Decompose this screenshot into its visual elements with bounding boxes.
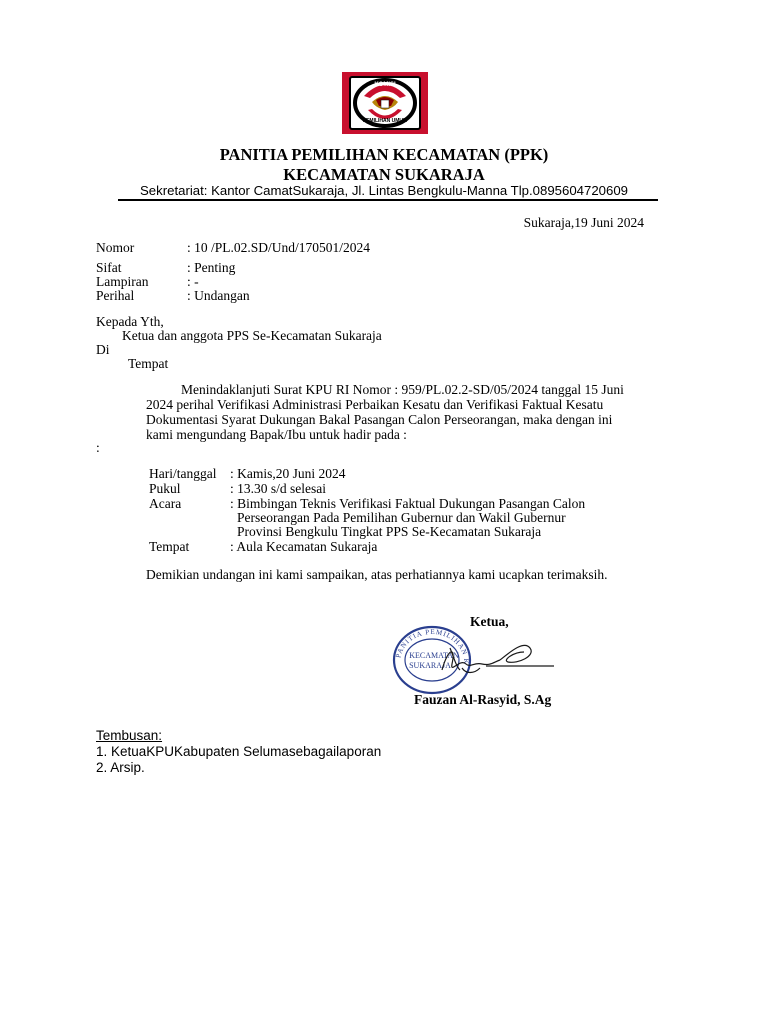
body-line-2: 2024 perihal Verifikasi Administrasi Perbaikan Kesatu dan Verifikasi Faktual Kesatu xyxy=(146,397,604,412)
stamp-center-text-1: KECAMATAN xyxy=(409,651,459,660)
meta-value-sifat: : Penting xyxy=(187,260,236,275)
body-line-4: kami mengundang Bapak/Ibu untuk hadir pada : xyxy=(146,427,407,442)
stamp-ring-text: PANITIA PEMILIHAN K xyxy=(394,627,471,665)
kpu-logo xyxy=(342,72,428,134)
recipient-di: Di xyxy=(96,342,110,357)
detail-label-agenda: Acara xyxy=(149,496,182,511)
closing-text: Demikian undangan ini kami sampaikan, atas perhatiannya kami ucapkan terimaksih. xyxy=(146,567,608,582)
stray-colon: : xyxy=(96,440,100,455)
meta-label-perihal: Perihal xyxy=(96,288,135,303)
cc-item: 2. Arsip. xyxy=(96,760,145,775)
cc-heading: Tembusan: xyxy=(96,728,163,743)
detail-value-agenda-cont-2: Provinsi Bengkulu Tingkat PPS Se-Kecamatan Sukaraja xyxy=(237,524,542,539)
signatory-title: Ketua, xyxy=(470,614,509,629)
detail-value-venue: : Aula Kecamatan Sukaraja xyxy=(230,539,378,554)
detail-value-agenda-cont-1: Perseorangan Pada Pemilihan Gubernur dan Wakil Gubernur xyxy=(237,510,566,525)
letterhead-address: Sekretariat: Kantor CamatSukaraja, Jl. Lintas Bengkulu-Manna Tlp.0895604720609 xyxy=(140,183,628,198)
stamp-center-text-2: SUKARAJA xyxy=(409,661,451,670)
body-line-1: Menindaklanjuti Surat KPU RI Nomor : 959/PL.02.2-SD/05/2024 tanggal 15 Juni xyxy=(181,382,624,397)
detail-value-agenda: : Bimbingan Teknis Verifikasi Faktual Dukungan Pasangan Calon xyxy=(230,496,586,511)
cc-item: 1. KetuaKPUKabupaten Selumasebagailaporan xyxy=(96,744,382,759)
recipient-name: Ketua dan anggota PPS Se-Kecamatan Sukaraja xyxy=(122,328,382,343)
letterhead-subtitle: KECAMATAN SUKARAJA xyxy=(283,165,485,184)
detail-value-date: : Kamis,20 Juni 2024 xyxy=(230,466,346,481)
meta-label-lampiran: Lampiran xyxy=(96,274,149,289)
logo-text-top: KOMISI xyxy=(374,82,396,88)
recipient-tempat: Tempat xyxy=(128,356,169,371)
letterhead-divider xyxy=(118,199,658,201)
detail-value-time: : 13.30 s/d selesai xyxy=(230,481,326,496)
meta-label-nomor: Nomor xyxy=(96,240,135,255)
meta-label-sifat: Sifat xyxy=(96,260,122,275)
letterhead-title: PANITIA PEMILIHAN KECAMATAN (PPK) xyxy=(219,145,549,164)
meta-value-perihal: : Undangan xyxy=(187,288,250,303)
official-stamp xyxy=(390,618,470,693)
detail-label-venue: Tempat xyxy=(149,539,190,554)
detail-label-time: Pukul xyxy=(149,481,181,496)
body-line-3: Dokumentasi Syarat Dukungan Bakal Pasangan Calon Perseorangan, maka dengan ini xyxy=(146,412,613,427)
meta-value-nomor: : 10 /PL.02.SD/Und/170501/2024 xyxy=(187,240,371,255)
meta-value-lampiran: : - xyxy=(187,274,199,289)
signatory-name: Fauzan Al-Rasyid, S.Ag xyxy=(414,692,552,707)
logo-text-bottom: PEMILIHAN UMUM xyxy=(362,118,408,124)
detail-label-date: Hari/tanggal xyxy=(149,466,217,481)
letter-date: Sukaraja,19 Juni 2024 xyxy=(523,215,644,230)
recipient-salutation: Kepada Yth, xyxy=(96,314,164,329)
